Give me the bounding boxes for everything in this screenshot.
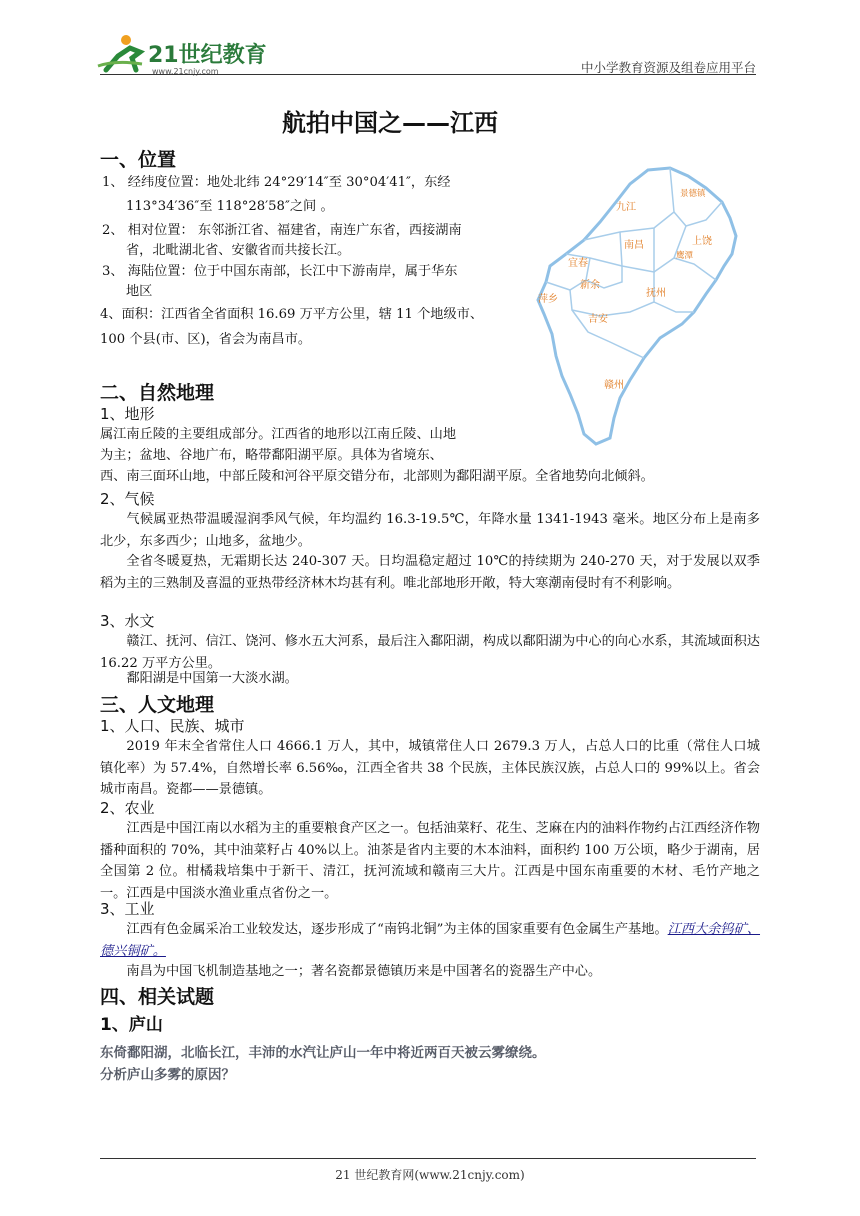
terrain-line1: 属江南丘陵的主要组成部分。江西省的地形以江南丘陵、山地 — [100, 427, 457, 442]
subheading-population: 1、人口、民族、城市 — [100, 717, 245, 735]
section-heading-human: 三、人文地理 — [100, 694, 215, 716]
item-area-line2: 100 个县(市、区)，省会为南昌市。 — [100, 332, 312, 347]
item-latlon-line1: 1、 经纬度位置：地处北纬 24°29′14″至 30°04′41″，东经 — [102, 175, 451, 190]
subheading-industry: 3、工业 — [100, 900, 155, 918]
svg-text:九江: 九江 — [616, 202, 636, 213]
logo — [96, 30, 266, 78]
population-paragraph: 2019 年末全省常住人口 4666.1 万人，其中，城镇常住人口 2679.3 万人，占总人口的比重（常住人口城镇化率）为 57.4%，自然增长率 6.56‰，江西全省共 38 个民族，主体民族汉族，占总人口的 99%以上。省会城市南昌。瓷都——景德镇。 — [100, 739, 760, 797]
svg-text:宜春: 宜春 — [568, 258, 588, 269]
question-text: 东倚鄱阳湖，北临长江，丰沛的水汽让庐山一年中将近两百天被云雾缭绕。 — [100, 1045, 546, 1061]
svg-text:萍乡: 萍乡 — [538, 294, 558, 305]
svg-text:吉安: 吉安 — [588, 314, 608, 325]
svg-text:21世纪教育: 21世纪教育 — [148, 43, 266, 68]
footer-text: 21 世纪教育网(www.21cnjy.com) — [335, 1168, 525, 1182]
item-area-line1: 4、面积：江西省全省面积 16.69 万平方公里，辖 11 个地级市、 — [100, 307, 484, 322]
item-relative-line1: 2、 相对位置： 东邻浙江省、福建省，南连广东省，西接湖南 — [102, 223, 462, 238]
industry-paragraph-1: 江西有色金属采冶工业较发达，逐步形成了“南钨北铜”为主体的国家重要有色金属生产基地。江西大余钨矿、德兴铜矿。 — [100, 922, 761, 959]
item-latlon-line2: 113°34′36″至 118°28′58″之间 。 — [126, 199, 334, 214]
subheading-hydrology: 3、水文 — [100, 612, 155, 630]
terrain-line2: 为主；盆地、谷地广布，略带鄱阳湖平原。具体为省境东、 — [100, 448, 443, 463]
hydrology-paragraph-2: 鄱阳湖是中国第一大淡水湖。 — [126, 671, 298, 686]
svg-text:www.21cnjy.com: www.21cnjy.com — [152, 67, 219, 76]
section-heading-exercises: 四、相关试题 — [100, 986, 215, 1008]
mines-link[interactable]: 江西大余钨矿、德兴铜矿。 — [100, 922, 761, 959]
hydrology-paragraph-1: 赣江、抚河、信江、饶河、修水五大河系，最后注入鄱阳湖，构成以鄱阳湖为中心的向心水系，其流域面积达 16.22 万平方公里。 — [100, 634, 760, 671]
subheading-climate: 2、气候 — [100, 490, 155, 508]
page-title: 航拍中国之——江西 — [282, 109, 498, 137]
climate-paragraph-2: 全省冬暖夏热，无霜期长达 240-307 天。日均温稳定超过 10℃的持续期为 240-270 天，对于发展以双季稻为主的三熟制及喜温的亚热带经济林木均甚有利。唯北部地形开敞，特大寒潮南侵时有不利影响。 — [100, 554, 760, 591]
svg-text:南昌: 南昌 — [624, 240, 644, 251]
footer-divider — [100, 1158, 756, 1159]
subheading-agriculture: 2、农业 — [100, 799, 155, 817]
header-platform-text: 中小学教育资源及组卷应用平台 — [580, 60, 756, 75]
svg-text:景德镇: 景德镇 — [680, 189, 706, 199]
item-sea-line1: 3、 海陆位置：位于中国东南部，长江中下游南岸，属于华东 — [102, 264, 458, 279]
jiangxi-map — [530, 162, 758, 448]
section-heading-physical: 二、自然地理 — [100, 382, 215, 404]
question-prompt: 分析庐山多雾的原因？ — [100, 1067, 235, 1083]
subheading-lushan: 1、庐山 — [100, 1015, 163, 1035]
item-sea-line2: 地区 — [126, 284, 153, 299]
svg-text:鹰潭: 鹰潭 — [676, 251, 694, 261]
agriculture-paragraph: 江西是中国江南以水稻为主的重要粮食产区之一。包括油菜籽、花生、芝麻在内的油料作物约占江西经济作物播种面积的 70%，其中油菜籽占 40%以上。油茶是省内主要的木本油料，面积约 100 万公顷，略少于湖南，居全国第 2 位。柑橘栽培集中于新干、清江，抚河流域和赣南三大片。江西是中国东南重要的木材、毛竹产地之一。江西是中国淡水渔业重点省份之一。 — [100, 821, 760, 901]
svg-text:赣州: 赣州 — [604, 380, 624, 391]
svg-text:上饶: 上饶 — [692, 236, 712, 247]
industry-paragraph-2: 南昌为中国飞机制造基地之一；著名瓷都景德镇历来是中国著名的瓷器生产中心。 — [126, 964, 602, 979]
svg-text:抚州: 抚州 — [646, 288, 666, 299]
subheading-terrain: 1、地形 — [100, 405, 155, 423]
header-divider — [100, 74, 756, 75]
item-relative-line2: 省，北毗湖北省、安徽省而共接长江。 — [126, 243, 351, 258]
climate-paragraph-1: 气候属亚热带温暖湿润季风气候，年均温约 16.3-19.5℃，年降水量 1341-1943 毫米。地区分布上是南多北少，东多西少；山地多，盆地少。 — [100, 512, 760, 549]
runner-icon — [98, 35, 142, 70]
section-heading-location: 一、位置 — [100, 149, 177, 171]
terrain-line3: 西、南三面环山地，中部丘陵和河谷平原交错分布，北部则为鄱阳湖平原。全省地势向北倾斜。 — [100, 469, 654, 484]
svg-text:新余: 新余 — [580, 280, 600, 291]
